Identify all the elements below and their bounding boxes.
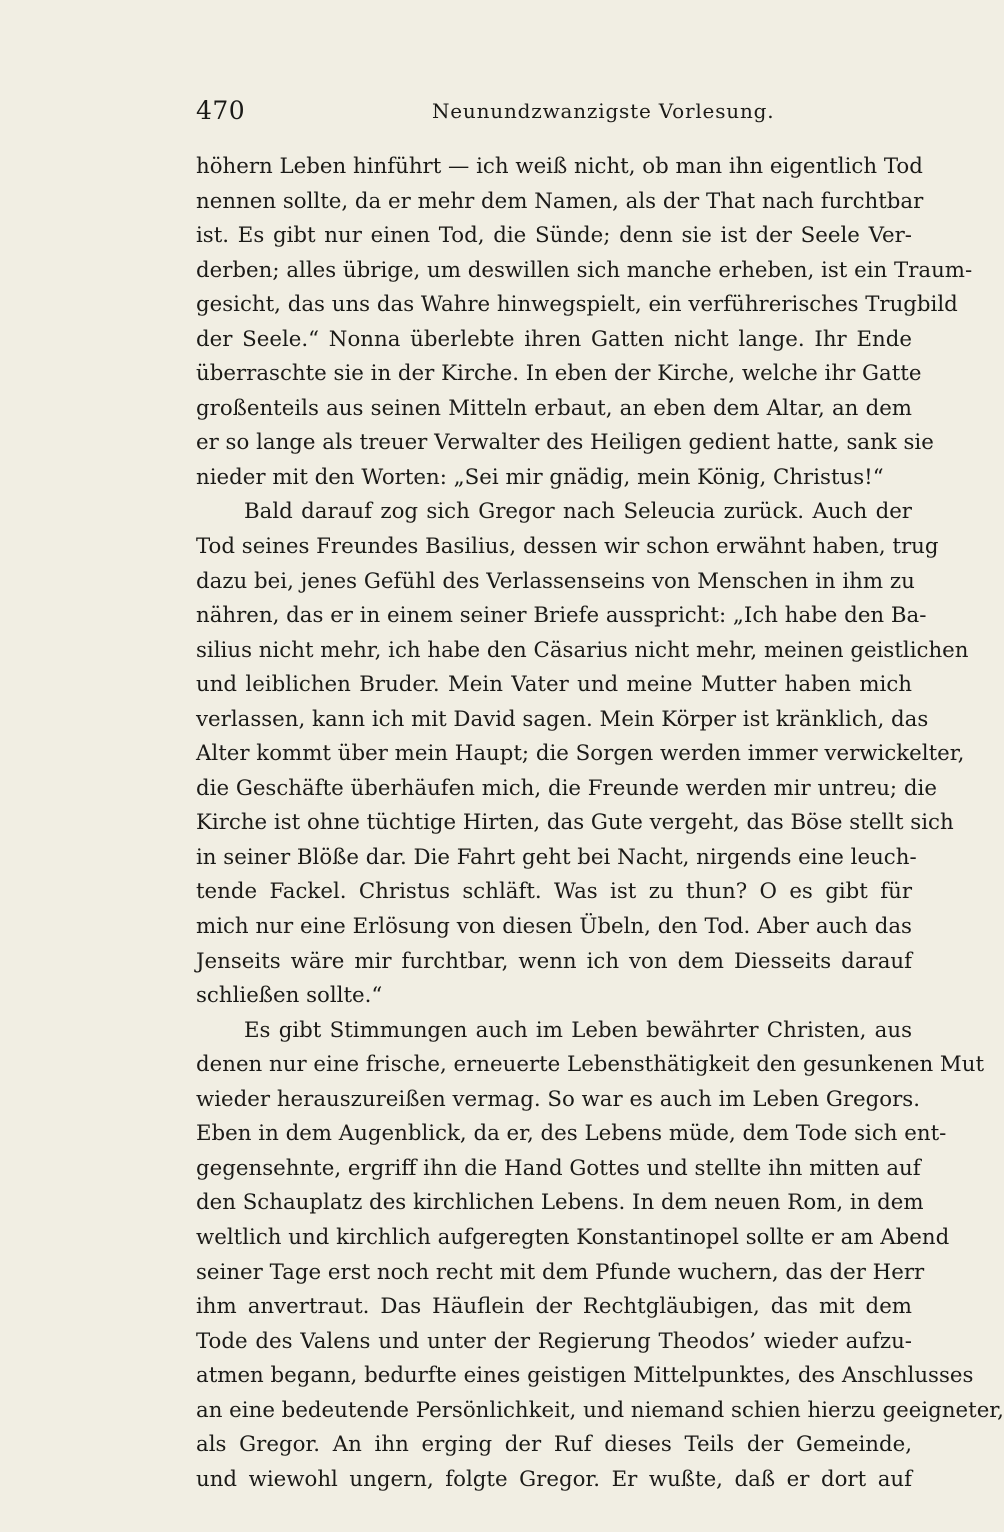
text-line: nieder mit den Worten: „Sei mir gnädig, mein König, Christus!“: [196, 464, 884, 490]
text-line: gegensehnte, ergriff ihn die Hand Gottes und stellte ihn mitten auf: [196, 1155, 921, 1181]
text-line: und leiblichen Bruder. Mein Vater und meine Mutter haben mich: [196, 672, 912, 698]
text-line: gesicht, das uns das Wahre hinwegspielt, ein verführerisches Trugbild: [196, 292, 958, 318]
text-line: wieder herauszureißen vermag. So war es auch im Leben Gregors.: [196, 1086, 920, 1112]
text-line: Alter kommt über mein Haupt; die Sorgen werden immer verwickelter,: [196, 741, 965, 767]
text-line: silius nicht mehr, ich habe den Cäsarius nicht mehr, meinen geistlichen: [196, 637, 969, 663]
text-line: Jenseits wäre mir furchtbar, wenn ich von dem Diesseits darauf: [196, 948, 912, 974]
text-line: überraschte sie in der Kirche. In eben der Kirche, welche ihr Gatte: [196, 361, 922, 387]
text-line: die Geschäfte überhäufen mich, die Freunde werden mir untreu; die: [196, 775, 937, 801]
text-line: als Gregor. An ihn erging der Ruf dieses Teils der Gemeinde,: [196, 1432, 912, 1458]
text-line: mich nur eine Erlösung von diesen Übeln, den Tod. Aber auch das: [196, 914, 912, 940]
page-number: 470: [196, 96, 246, 125]
text-line: den Schauplatz des kirchlichen Lebens. In dem neuen Rom, in dem: [196, 1190, 924, 1216]
text-line: weltlich und kirchlich aufgeregten Konstantinopel sollte er am Abend: [196, 1224, 950, 1250]
text-line: verlassen, kann ich mit David sagen. Mein Körper ist kränklich, das: [196, 706, 929, 732]
text-line: nähren, das er in einem seiner Briefe ausspricht: „Ich habe den Ba-: [196, 603, 927, 629]
text-line: Kirche ist ohne tüchtige Hirten, das Gute vergeht, das Böse stellt sich: [196, 810, 954, 836]
page-header: [196, 96, 912, 136]
text-line: dazu bei, jenes Gefühl des Verlassenseins von Menschen in ihm zu: [196, 568, 915, 594]
running-title: Neunundzwanzigste Vorlesung.: [432, 99, 775, 123]
text-line: er so lange als treuer Verwalter des Heiligen gedient hatte, sank sie: [196, 430, 934, 456]
text-line: ist. Es gibt nur einen Tod, die Sünde; denn sie ist der Seele Ver-: [196, 223, 912, 249]
text-line: Bald darauf zog sich Gregor nach Seleucia zurück. Auch der: [244, 499, 912, 525]
text-line: an eine bedeutende Persönlichkeit, und niemand schien hierzu geeigneter,: [196, 1397, 1004, 1423]
text-line: denen nur eine frische, erneuerte Lebensthätigkeit den gesunkenen Mut: [196, 1052, 985, 1078]
text-line: großenteils aus seinen Mitteln erbaut, an eben dem Altar, an dem: [196, 395, 912, 421]
text-line: atmen begann, bedurfte eines geistigen Mittelpunktes, des Anschlusses: [196, 1363, 974, 1389]
body-text: [196, 150, 1004, 1497]
text-line: ihm anvertraut. Das Häuflein der Rechtgläubigen, das mit dem: [196, 1294, 912, 1320]
text-line: höhern Leben hinführt — ich weiß nicht, ob man ihn eigentlich Tod: [196, 154, 923, 179]
text-line: derben; alles übrige, um deswillen sich manche erheben, ist ein Traum-: [196, 257, 973, 283]
text-line: der Seele.“ Nonna überlebte ihren Gatten nicht lange. Ihr Ende: [196, 326, 912, 352]
text-line: nennen sollte, da er mehr dem Namen, als der That nach furchtbar: [196, 188, 924, 214]
text-line: Tod seines Freundes Basilius, dessen wir schon erwähnt haben, trug: [196, 534, 939, 560]
text-line: Tode des Valens und unter der Regierung Theodos’ wieder aufzu-: [196, 1328, 912, 1354]
text-line: tende Fackel. Christus schläft. Was ist zu thun? O es gibt für: [196, 879, 912, 905]
text-line: schließen sollte.“: [196, 983, 383, 1009]
text-line: und wiewohl ungern, folgte Gregor. Er wußte, daß er dort auf: [196, 1466, 912, 1492]
text-line: in seiner Blöße dar. Die Fahrt geht bei Nacht, nirgends eine leuch-: [196, 844, 917, 870]
text-line: Es gibt Stimmungen auch im Leben bewährter Christen, aus: [244, 1017, 912, 1043]
text-line: Eben in dem Augenblick, da er, des Lebens müde, dem Tode sich ent-: [196, 1121, 947, 1147]
text-line: seiner Tage erst noch recht mit dem Pfunde wuchern, das der Herr: [196, 1259, 925, 1285]
